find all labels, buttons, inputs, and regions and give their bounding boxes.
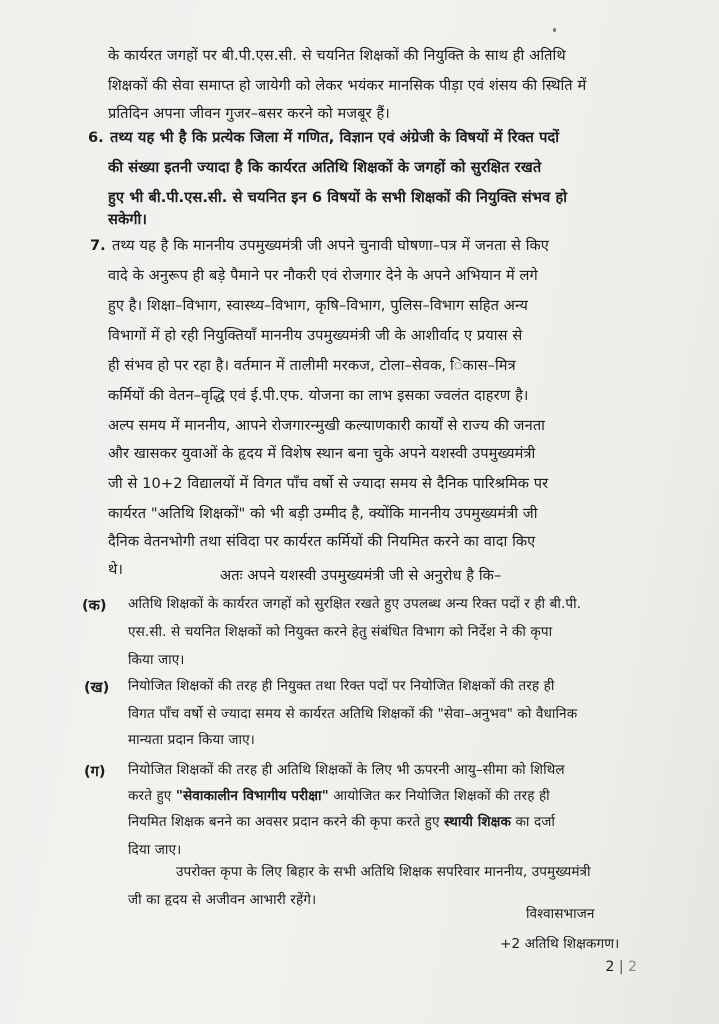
text-line: थे। xyxy=(108,561,124,578)
text-line: प्रतिदिन अपना जीवन गुजर–बसर करने को मजबूर हैं। xyxy=(108,105,390,122)
text-line xyxy=(128,812,648,832)
list-marker: (क) xyxy=(82,597,107,614)
point-number: 7. xyxy=(90,237,106,254)
text-line: की संख्या इतनी ज्यादा है कि कार्यरत अतिथि शिक्षकों के जगहों को सुरक्षित रखते xyxy=(108,159,542,176)
text-line: के कार्यरत जगहों पर बी.पी.एस.सी. से चयनित शिक्षकों की नियुक्ति के साथ ही अतिथि xyxy=(108,47,566,64)
text-line: कर्मियों की वेतन–वृद्धि एवं ई.पी.एफ. योजना का लाभ इसका ज्वलंत दाहरण है। xyxy=(108,387,529,404)
emphasis-text: स्थायी शिक्षक xyxy=(444,814,512,830)
text-fragment: आयोजित कर नियोजित शिक्षकों की तरह ही xyxy=(328,788,550,804)
text-line: किया जाए। xyxy=(128,652,185,668)
text-fragment: का दर्जा xyxy=(511,814,555,830)
text-fragment: करते हुए xyxy=(128,788,176,804)
text-line: तथ्य यह भी है कि प्रत्येक जिला में गणित, विज्ञान एवं अंग्रेजी के विषयों में रिक्त पदों xyxy=(110,129,560,146)
text-line: विभागों में हो रही नियुक्तियाँ माननीय उपमुख्यमंत्री जी के आशीर्वाद ए प्रयास से xyxy=(108,327,523,344)
text-line: दैनिक वेतनभोगी तथा संविदा पर कार्यरत कर्मियों की नियमित करने का वादा किए xyxy=(108,533,536,550)
text-line: दिया जाए। xyxy=(128,842,182,858)
text-line: अल्प समय में माननीय, आपने रोजगारन्मुखी कल्याणकारी कार्यों से राज्य की जनता xyxy=(108,417,546,434)
signature-line: विश्वासभाजन xyxy=(526,906,595,922)
text-line: अतिथि शिक्षकों के कार्यरत जगहों को सुरक्षित रखते हुए उपलब्ध अन्य रिक्त पदों र ही बी.पी. xyxy=(128,596,582,612)
text-line: शिक्षकों की सेवा समाप्त हो जायेगी को लेकर भयंकर मानसिक पीड़ा एवं शंसय की स्थिति में xyxy=(108,77,587,94)
list-marker: (ख) xyxy=(84,679,110,696)
text-line: मान्यता प्रदान किया जाए। xyxy=(128,732,255,748)
page-current: 2 xyxy=(605,959,615,975)
text-line: कार्यरत "अतिथि शिक्षकों" को भी बड़ी उम्मीद है, क्योंकि माननीय उपमुख्यमंत्री जी xyxy=(108,505,538,522)
signature-line: +2 अतिथि शिक्षकगण। xyxy=(500,936,620,952)
text-line: सकेगी। xyxy=(108,211,148,228)
text-line: विगत पाँच वर्षो से ज्यादा समय से कार्यरत अतिथि शिक्षकों की "सेवा–अनुभव" को वैधानिक xyxy=(128,706,578,722)
text-line: नियोजित शिक्षकों की तरह ही अतिथि शिक्षकों के लिए भी ऊपरनी आयु–सीमा को शिथिल xyxy=(128,762,565,778)
text-line: तथ्य यह है कि माननीय उपमुख्यमंत्री जी अपने चुनावी घोषणा–पत्र में जनता से किए xyxy=(112,237,549,254)
paper-speck xyxy=(553,28,556,32)
text-fragment: नियमित शिक्षक बनने का अवसर प्रदान करने की कृपा करते हुए xyxy=(128,814,445,830)
text-line: नियोजित शिक्षकों की तरह ही नियुक्त तथा रिक्त पदों पर नियोजित शिक्षकों की तरह ही xyxy=(128,678,555,694)
text-line: हुए भी बी.पी.एस.सी. से चयनित इन 6 विषयों के सभी शिक्षकों की नियुक्ति संभव हो xyxy=(108,189,568,206)
point-number: 6. xyxy=(88,129,104,146)
page-separator: | xyxy=(618,959,624,975)
text-line: वादे के अनुरूप ही बड़े पैमाने पर नौकरी एवं रोजगार देने के अपने अभियान में लगे xyxy=(108,267,538,284)
text-line xyxy=(128,786,648,806)
page-total: 2 xyxy=(628,959,637,975)
list-marker: (ग) xyxy=(84,763,106,780)
request-intro: अतः अपने यशस्वी उपमुख्यमंत्री जी से अनुरोध है कि– xyxy=(220,567,502,584)
text-line: हुए है। शिक्षा–विभाग, स्वास्थ्य–विभाग, कृषि–विभाग, पुलिस–विभाग सहित अन्य xyxy=(108,297,528,314)
text-line: एस.सी. से चयनित शिक्षकों को नियुक्त करने हेतु संबंधित विभाग को निर्देश ने की कृपा xyxy=(128,624,553,640)
text-line: जी से 10+2 विद्यालयों में विगत पाँच वर्षो से ज्यादा समय से दैनिक पारिश्रमिक पर xyxy=(108,475,549,492)
emphasis-text: "सेवाकालीन विभागीय परीक्षा" xyxy=(175,788,329,804)
text-line: और खासकर युवाओं के हृदय में विशेष स्थान बना चुके अपने यशस्वी उपमुख्यमंत्री xyxy=(108,445,536,462)
text-line: ही संभव हो पर रहा है। वर्तमान में तालीमी मरकज, टोला–सेवक, िकास–मित्र xyxy=(108,357,516,374)
text-line: जी का हृदय से अजीवन आभारी रहेंगे। xyxy=(128,892,317,908)
text-line: उपरोक्त कृपा के लिए बिहार के सभी अतिथि शिक्षक सपरिवार माननीय, उपमुख्यमंत्री xyxy=(176,864,591,880)
page-number xyxy=(606,957,637,977)
